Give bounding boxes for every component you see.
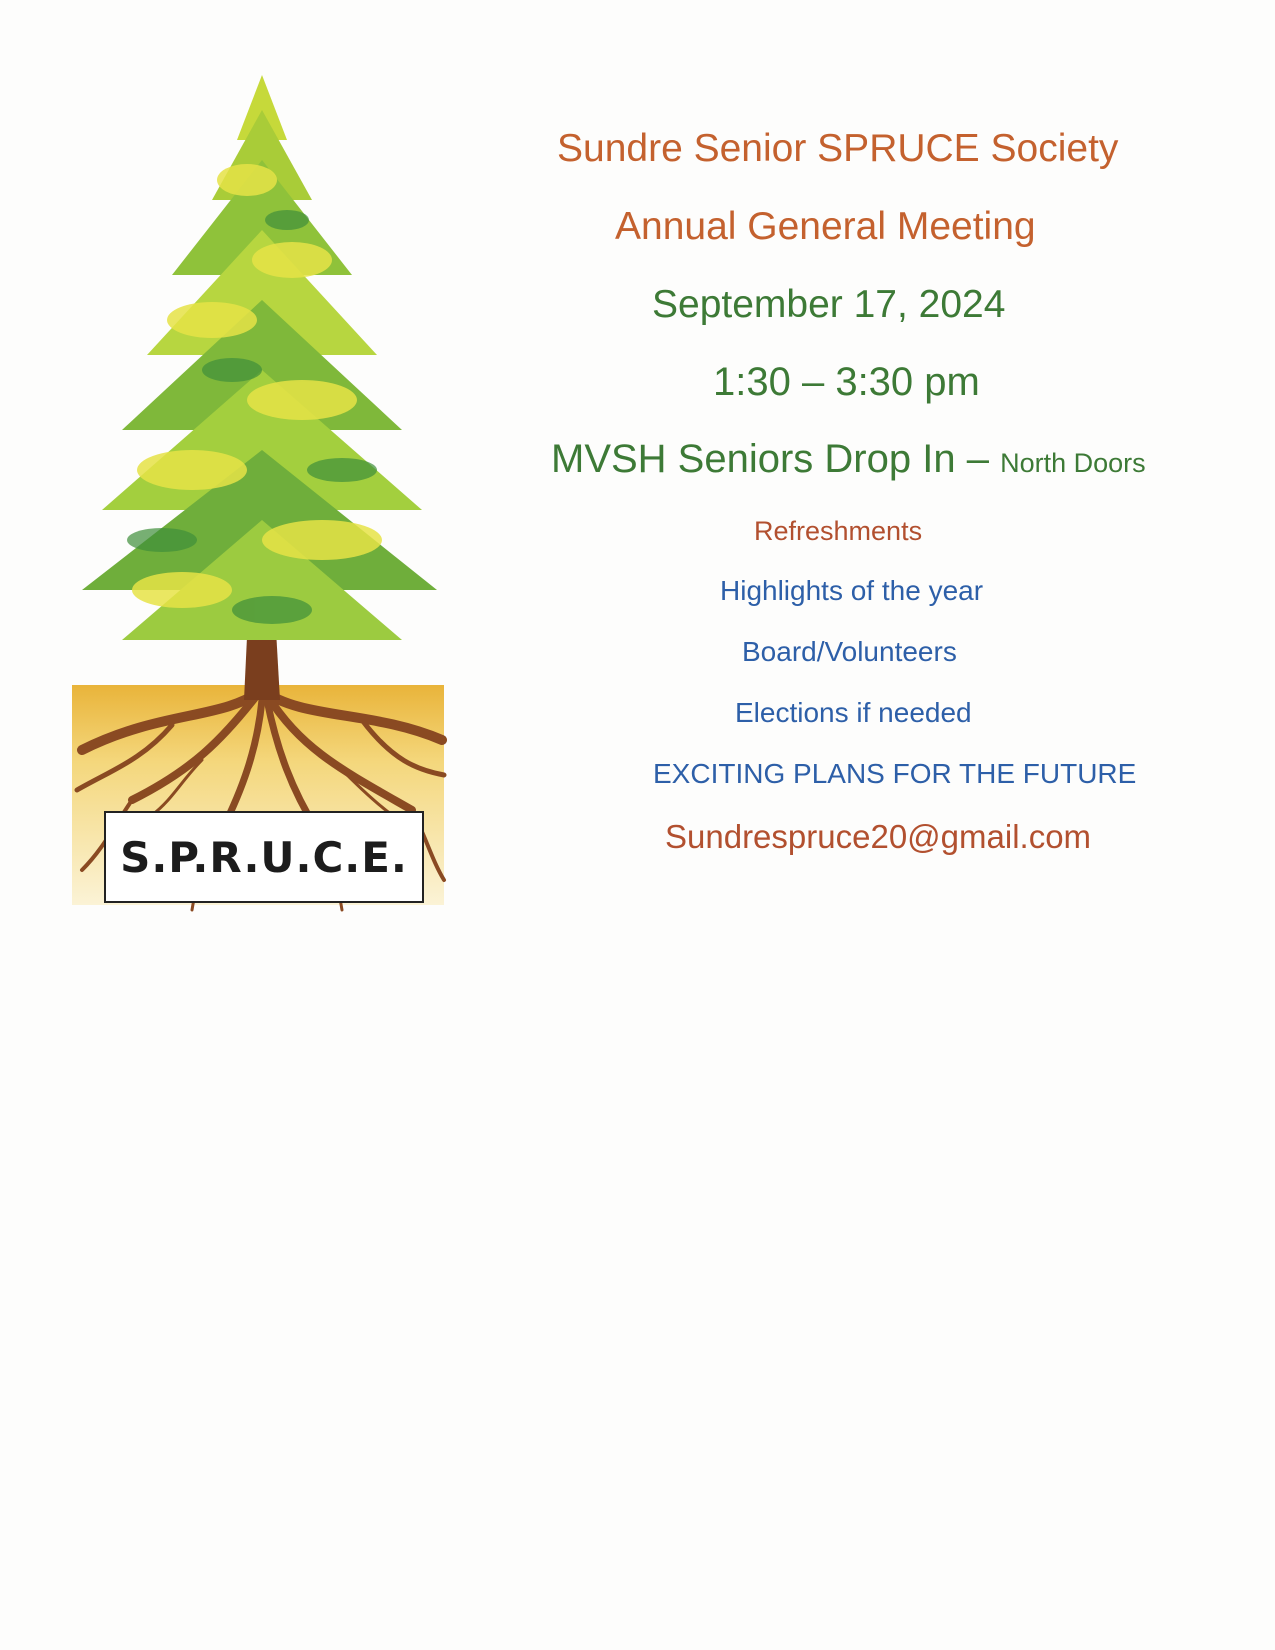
spruce-logo xyxy=(72,70,472,940)
logo-label: S.P.R.U.C.E. xyxy=(104,811,424,903)
org-name: Sundre Senior SPRUCE Society xyxy=(557,127,1119,170)
location-separator: – xyxy=(955,437,1001,481)
event-title: Annual General Meeting xyxy=(615,205,1036,248)
agenda-item: EXCITING PLANS FOR THE FUTURE xyxy=(653,758,1137,789)
agenda-item: Refreshments xyxy=(754,516,923,546)
location-detail: North Doors xyxy=(1000,448,1146,478)
event-date: September 17, 2024 xyxy=(652,283,1006,326)
event-location xyxy=(551,437,1146,482)
contact-email[interactable]: Sundrespruce20@gmail.com xyxy=(665,818,1092,855)
agenda-item: Elections if needed xyxy=(735,697,972,728)
event-time: 1:30 – 3:30 pm xyxy=(713,360,980,404)
spruce-tree-icon xyxy=(72,70,472,940)
location-name: MVSH Seniors Drop In xyxy=(551,437,956,481)
agenda-item: Board/Volunteers xyxy=(742,636,957,667)
agenda-item: Highlights of the year xyxy=(720,575,984,606)
